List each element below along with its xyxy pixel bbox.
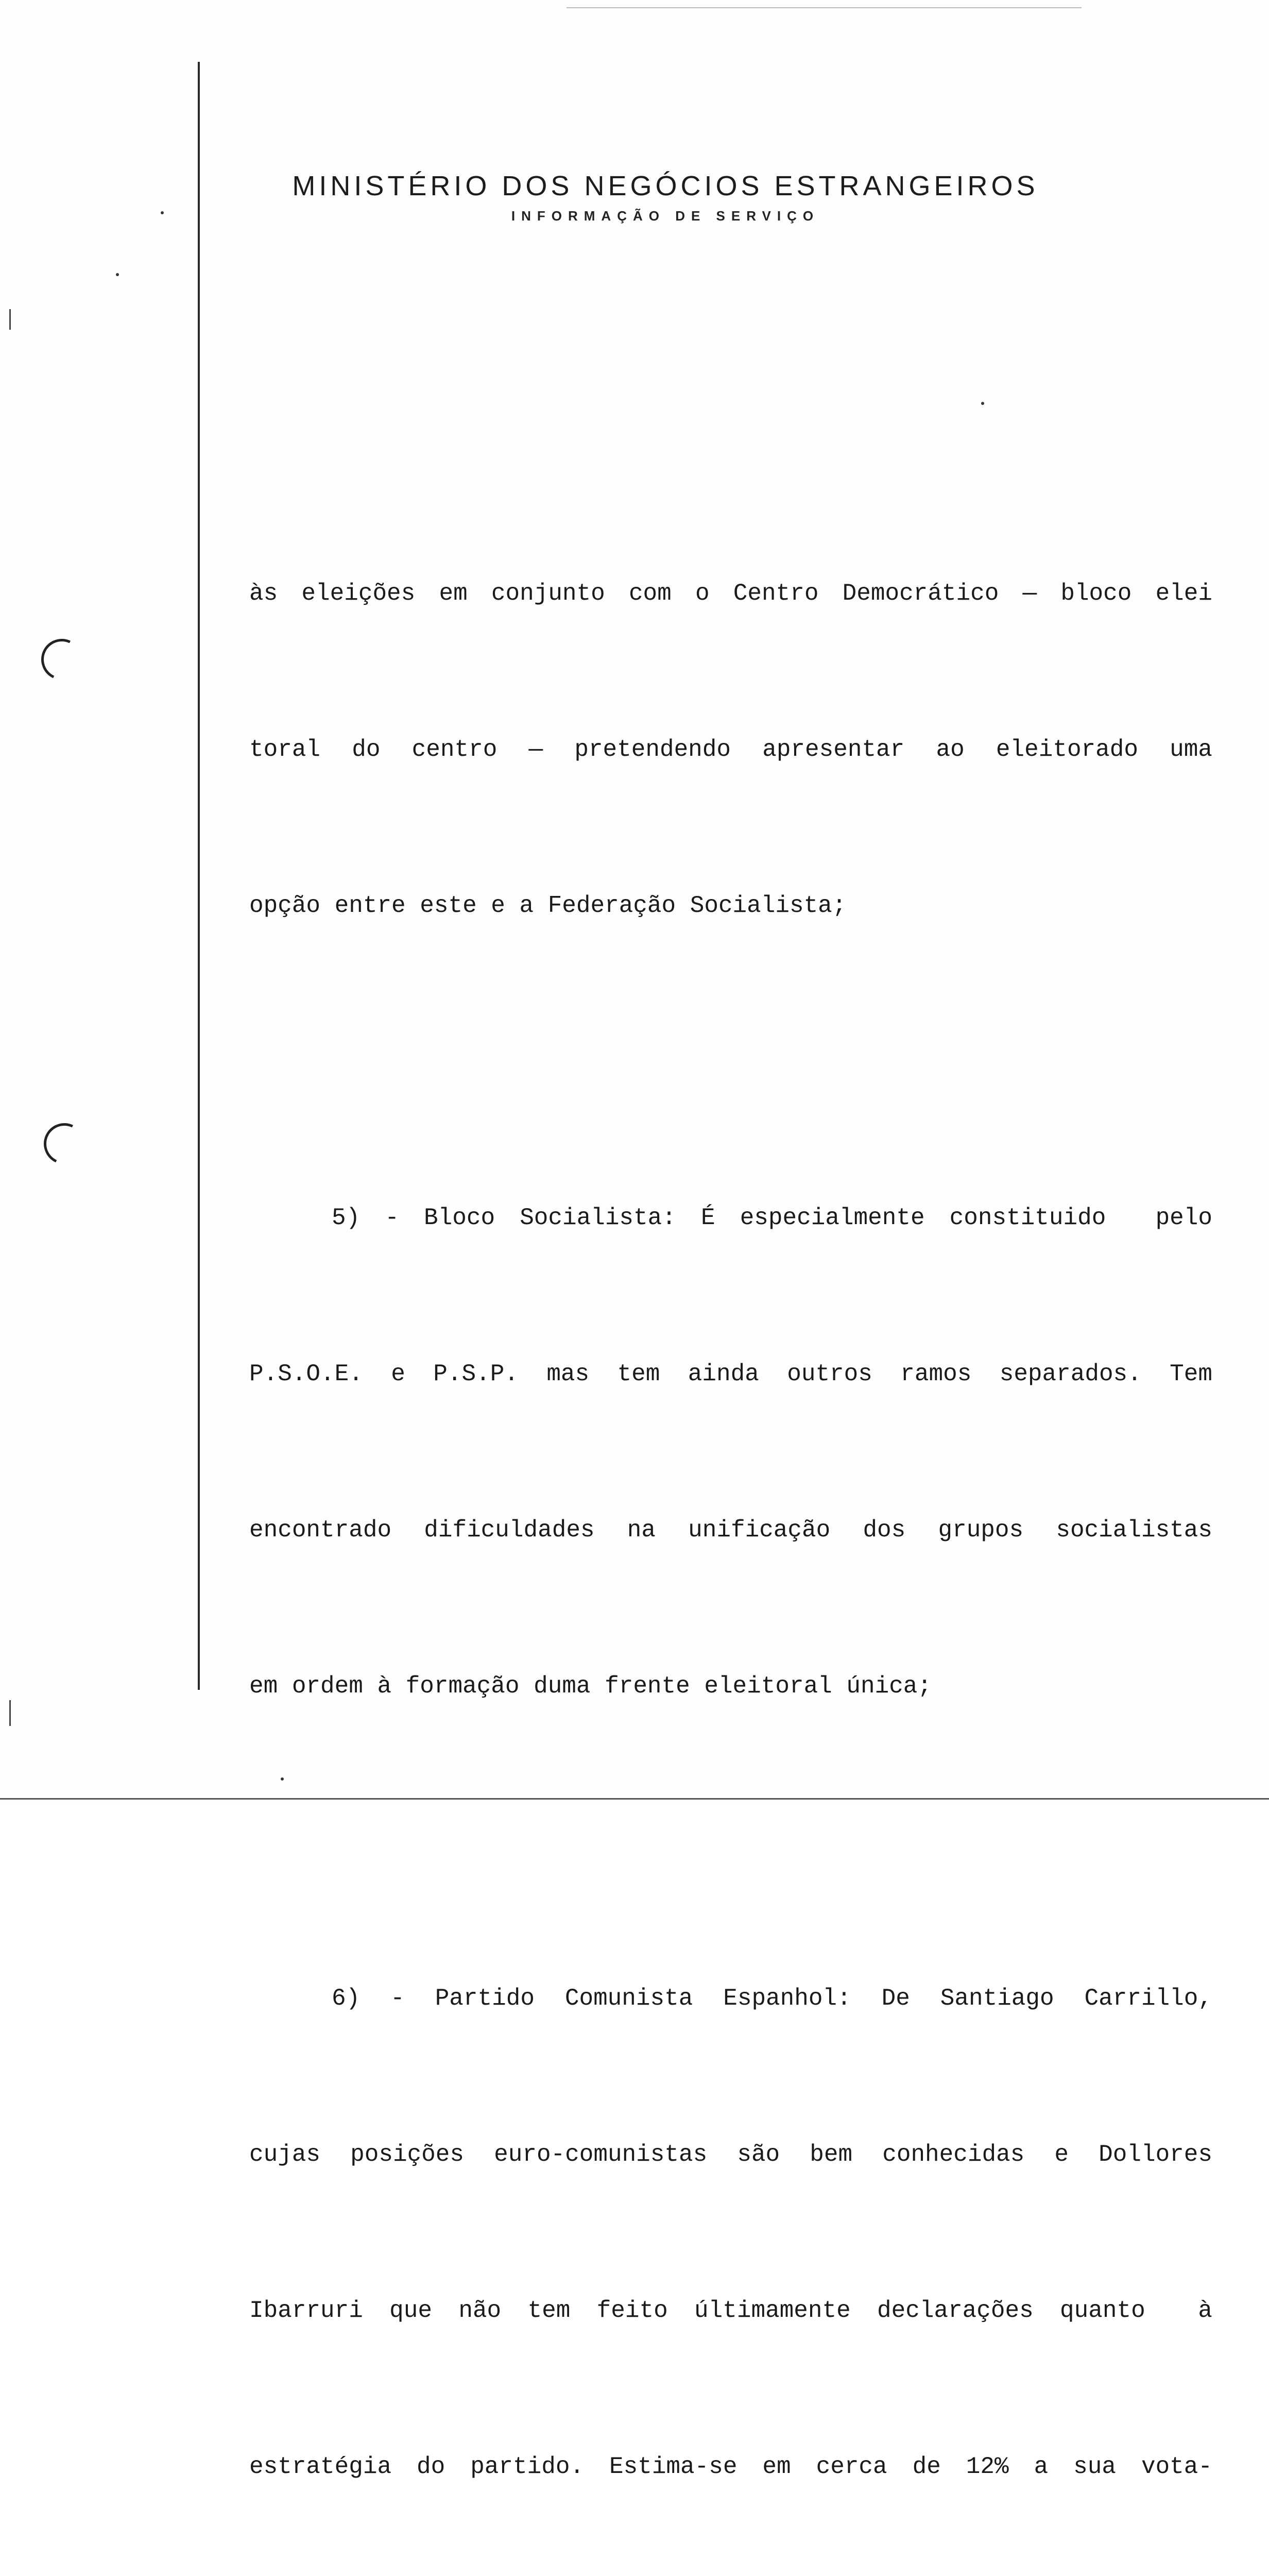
paragraph-continuation (249, 464, 1212, 1036)
ministry-subtitle: INFORMAÇÃO DE SERVIÇO (511, 208, 820, 224)
text-line: cujas posições euro-comunistas são bem conhecidas e Dollores (249, 2141, 1212, 2168)
speck (116, 273, 119, 276)
text-line: em ordem à formação duma frente eleitoral única; (249, 1673, 932, 1700)
edge-mark (9, 309, 11, 330)
letterhead (0, 170, 1269, 224)
speck (981, 402, 984, 405)
text-line: estratégia do partido. Estima-se em cerca de 12% a sua vota- (249, 2453, 1212, 2480)
text-line: 6) - Partido Comunista Espanhol: De Santiago Carrillo, (332, 1985, 1212, 2012)
top-scan-line (567, 7, 1082, 8)
text-line: às eleições em conjunto com o Centro Democrático — bloco elei (249, 580, 1212, 607)
edge-mark (9, 1700, 11, 1726)
document-body (249, 464, 1212, 2576)
punch-hole-mark (38, 1117, 91, 1171)
text-line: Ibarruri que não tem feito últimamente declarações quanto à (249, 2297, 1212, 2324)
margin-rule (198, 62, 200, 1690)
paragraph-partido-comunista (249, 1869, 1212, 2576)
paragraph-bloco-socialista (249, 1088, 1212, 1817)
bottom-scan-line (0, 1798, 1269, 1800)
punch-hole-mark (36, 633, 89, 686)
text-line: P.S.O.E. e P.S.P. mas tem ainda outros ramos separados. Tem (249, 1361, 1212, 1387)
text-line: 5) - Bloco Socialista: É especialmente constituido pelo (332, 1205, 1212, 1231)
ministry-title: MINISTÉRIO DOS NEGÓCIOS ESTRANGEIROS (292, 171, 1039, 201)
text-line: opção entre este e a Federação Socialista; (249, 892, 847, 919)
text-line: toral do centro — pretendendo apresentar ao eleitorado uma (249, 736, 1212, 763)
text-line: encontrado dificuldades na unificação dos grupos socialistas (249, 1517, 1212, 1544)
